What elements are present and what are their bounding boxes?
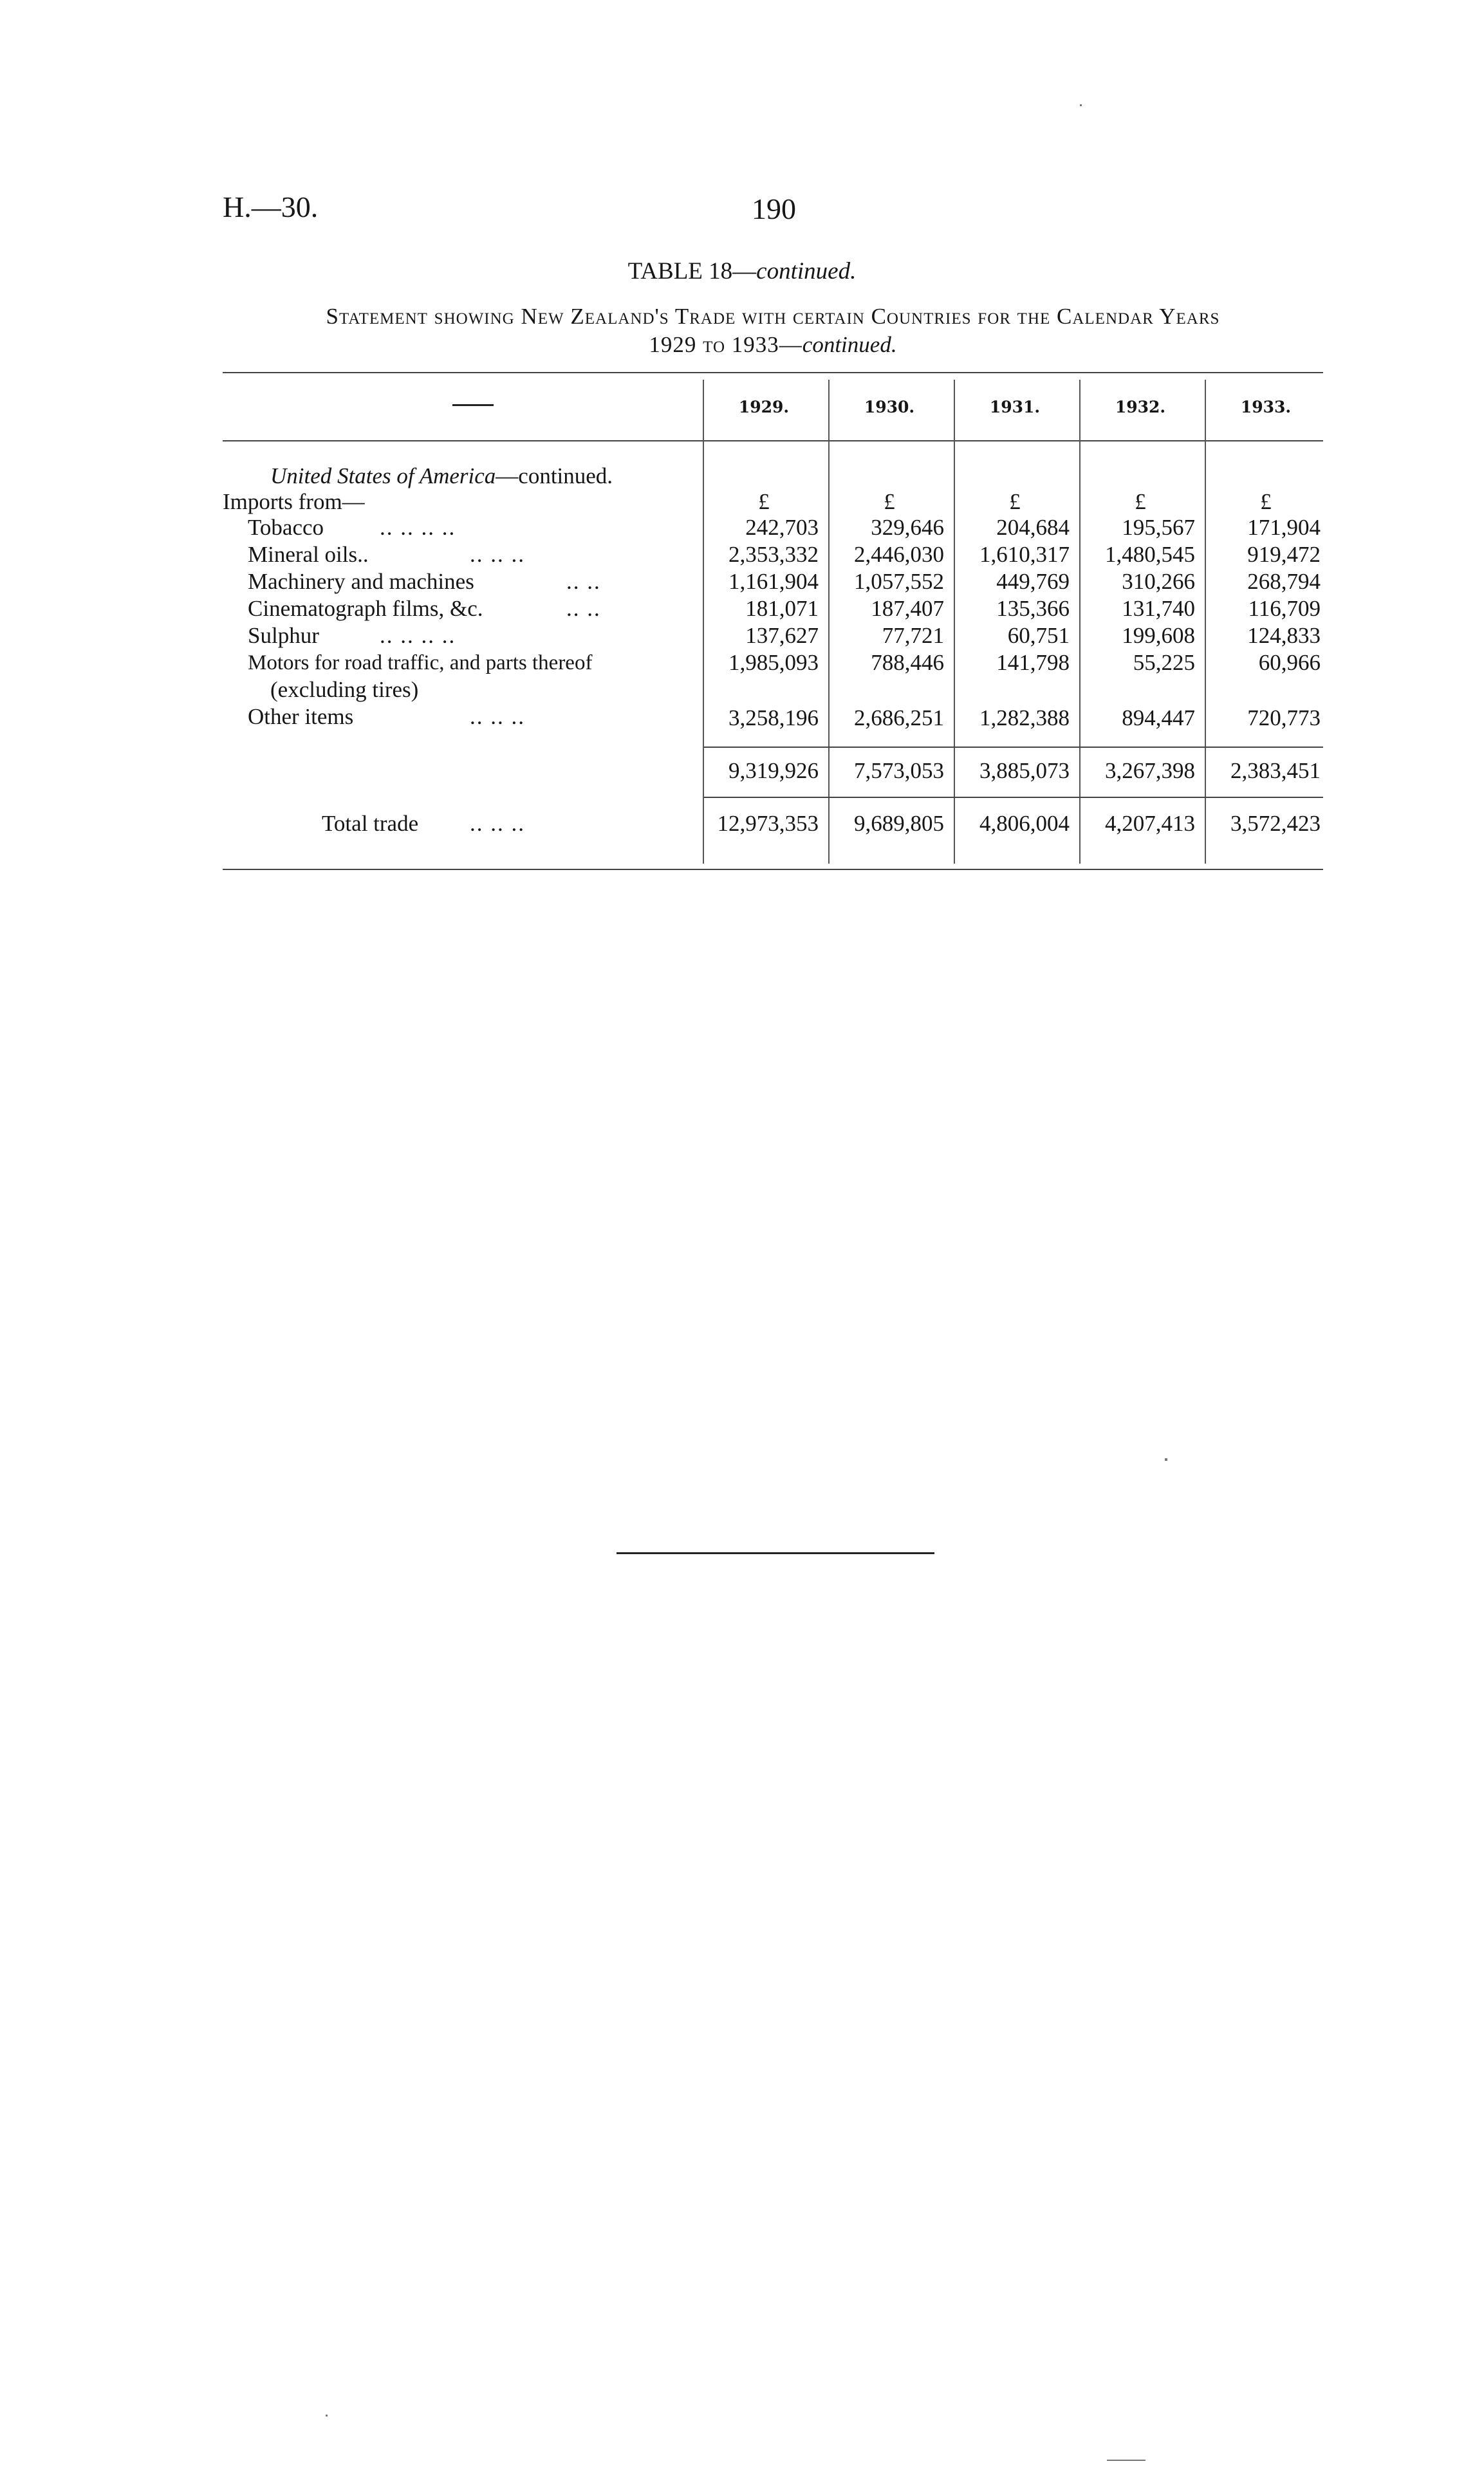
value-cell: 131,740 <box>1122 596 1195 621</box>
header-bottom-rule <box>223 440 1323 441</box>
subtotal-bottom-rule <box>704 797 1323 798</box>
value-cell: 1,282,388 <box>979 705 1070 730</box>
year-header-1929: 1929. <box>738 398 790 416</box>
country-heading-suffix: —continued. <box>496 463 613 488</box>
value-cell: 135,366 <box>996 596 1070 621</box>
row-label-tobacco: Tobacco <box>248 515 324 540</box>
column-divider <box>954 380 955 864</box>
value-cell: 137,627 <box>745 623 819 648</box>
value-cell: 199,608 <box>1122 623 1195 648</box>
country-heading <box>270 463 613 489</box>
total-cell: 9,689,805 <box>854 811 944 836</box>
value-cell: 242,703 <box>745 515 819 540</box>
row-label-machinery: Machinery and machines <box>248 569 474 594</box>
table-title-prefix: TABLE 18— <box>627 258 757 284</box>
row-label-cinematograph-films: Cinematograph films, &c. <box>248 596 483 621</box>
row-label-mineral-oils: Mineral oils.. <box>248 542 369 567</box>
currency-symbol: £ <box>1260 489 1272 514</box>
column-divider <box>828 380 830 864</box>
blank-column-header <box>452 404 494 406</box>
year-header-1931: 1931. <box>989 398 1041 416</box>
value-cell: 60,966 <box>1258 650 1321 675</box>
value-cell: 310,266 <box>1122 569 1195 594</box>
row-label-motors: Motors for road traffic, and parts thereof <box>248 651 593 674</box>
year-header-1930: 1930. <box>864 398 915 416</box>
subtotal-cell: 2,383,451 <box>1230 758 1321 783</box>
total-cell: 4,806,004 <box>979 811 1070 836</box>
value-cell: 268,794 <box>1247 569 1321 594</box>
table-title-suffix: continued. <box>756 258 857 284</box>
column-divider <box>1205 380 1206 864</box>
value-cell: 187,407 <box>871 596 944 621</box>
country-name: United States of America <box>270 463 496 488</box>
value-cell: 124,833 <box>1247 623 1321 648</box>
value-cell: 2,446,030 <box>854 542 944 567</box>
document-reference: H.—30. <box>223 190 319 223</box>
subtotal-cell: 7,573,053 <box>854 758 944 783</box>
subtotal-top-rule <box>704 747 1323 748</box>
table-bottom-rule <box>223 869 1323 870</box>
subtotal-cell: 9,319,926 <box>728 758 819 783</box>
total-label: Total trade <box>322 811 419 836</box>
end-of-table-rule <box>617 1552 934 1554</box>
total-cell: 12,973,353 <box>717 811 819 836</box>
total-cell: 3,572,423 <box>1230 811 1321 836</box>
value-cell: 449,769 <box>996 569 1070 594</box>
row-leaders: .. .. .. .. <box>380 623 456 648</box>
print-speck <box>326 2415 328 2417</box>
year-header-1932: 1932. <box>1115 398 1166 416</box>
value-cell: 116,709 <box>1248 596 1321 621</box>
value-cell: 204,684 <box>996 515 1070 540</box>
value-cell: 788,446 <box>871 650 944 675</box>
row-label-motors-continued: (excluding tires) <box>270 677 419 702</box>
subtotal-cell: 3,885,073 <box>979 758 1070 783</box>
imports-heading: Imports from— <box>223 489 365 514</box>
value-cell: 1,480,545 <box>1105 542 1195 567</box>
currency-symbol: £ <box>1009 489 1021 514</box>
currency-symbol: £ <box>758 489 770 514</box>
value-cell: 1,057,552 <box>854 569 944 594</box>
row-leaders: .. .. .. .. <box>380 515 456 540</box>
value-cell: 2,686,251 <box>854 705 944 730</box>
value-cell: 171,904 <box>1247 515 1321 540</box>
row-leaders: .. .. <box>566 569 601 594</box>
print-speck <box>1107 2460 1145 2461</box>
total-cell: 4,207,413 <box>1105 811 1195 836</box>
row-label-other-items: Other items <box>248 704 354 729</box>
table-top-rule <box>223 372 1323 373</box>
value-cell: 2,353,332 <box>728 542 819 567</box>
value-cell: 195,567 <box>1122 515 1195 540</box>
value-cell: 55,225 <box>1133 650 1195 675</box>
print-speck <box>1080 104 1082 106</box>
table-caption <box>223 302 1323 359</box>
row-leaders: .. .. .. <box>470 704 525 729</box>
value-cell: 919,472 <box>1247 542 1321 567</box>
subtotal-cell: 3,267,398 <box>1105 758 1195 783</box>
row-leaders: .. .. .. <box>470 542 525 567</box>
caption-line-1: Statement showing New Zealand's Trade with certain Countries for the Calendar Years <box>326 304 1220 329</box>
caption-line-2-prefix: 1929 to 1933— <box>649 332 802 357</box>
value-cell: 329,646 <box>871 515 944 540</box>
value-cell: 720,773 <box>1247 705 1321 730</box>
column-divider <box>1079 380 1081 864</box>
value-cell: 60,751 <box>1007 623 1070 648</box>
caption-line-2-suffix: continued. <box>802 332 897 357</box>
value-cell: 1,610,317 <box>979 542 1070 567</box>
total-leaders: .. .. .. <box>470 811 525 836</box>
value-cell: 141,798 <box>996 650 1070 675</box>
year-header-1933: 1933. <box>1240 398 1292 416</box>
currency-symbol: £ <box>884 489 895 514</box>
caption-line-2 <box>223 331 1323 359</box>
value-cell: 77,721 <box>882 623 944 648</box>
page-number: 190 <box>752 192 796 225</box>
table-title <box>0 257 1484 285</box>
currency-symbol: £ <box>1135 489 1146 514</box>
value-cell: 894,447 <box>1122 705 1195 730</box>
value-cell: 1,985,093 <box>728 650 819 675</box>
row-label-sulphur: Sulphur <box>248 623 319 648</box>
print-speck <box>1165 1458 1167 1461</box>
column-divider <box>703 380 704 864</box>
value-cell: 181,071 <box>745 596 819 621</box>
value-cell: 3,258,196 <box>728 705 819 730</box>
row-leaders: .. .. <box>566 596 601 621</box>
value-cell: 1,161,904 <box>728 569 819 594</box>
